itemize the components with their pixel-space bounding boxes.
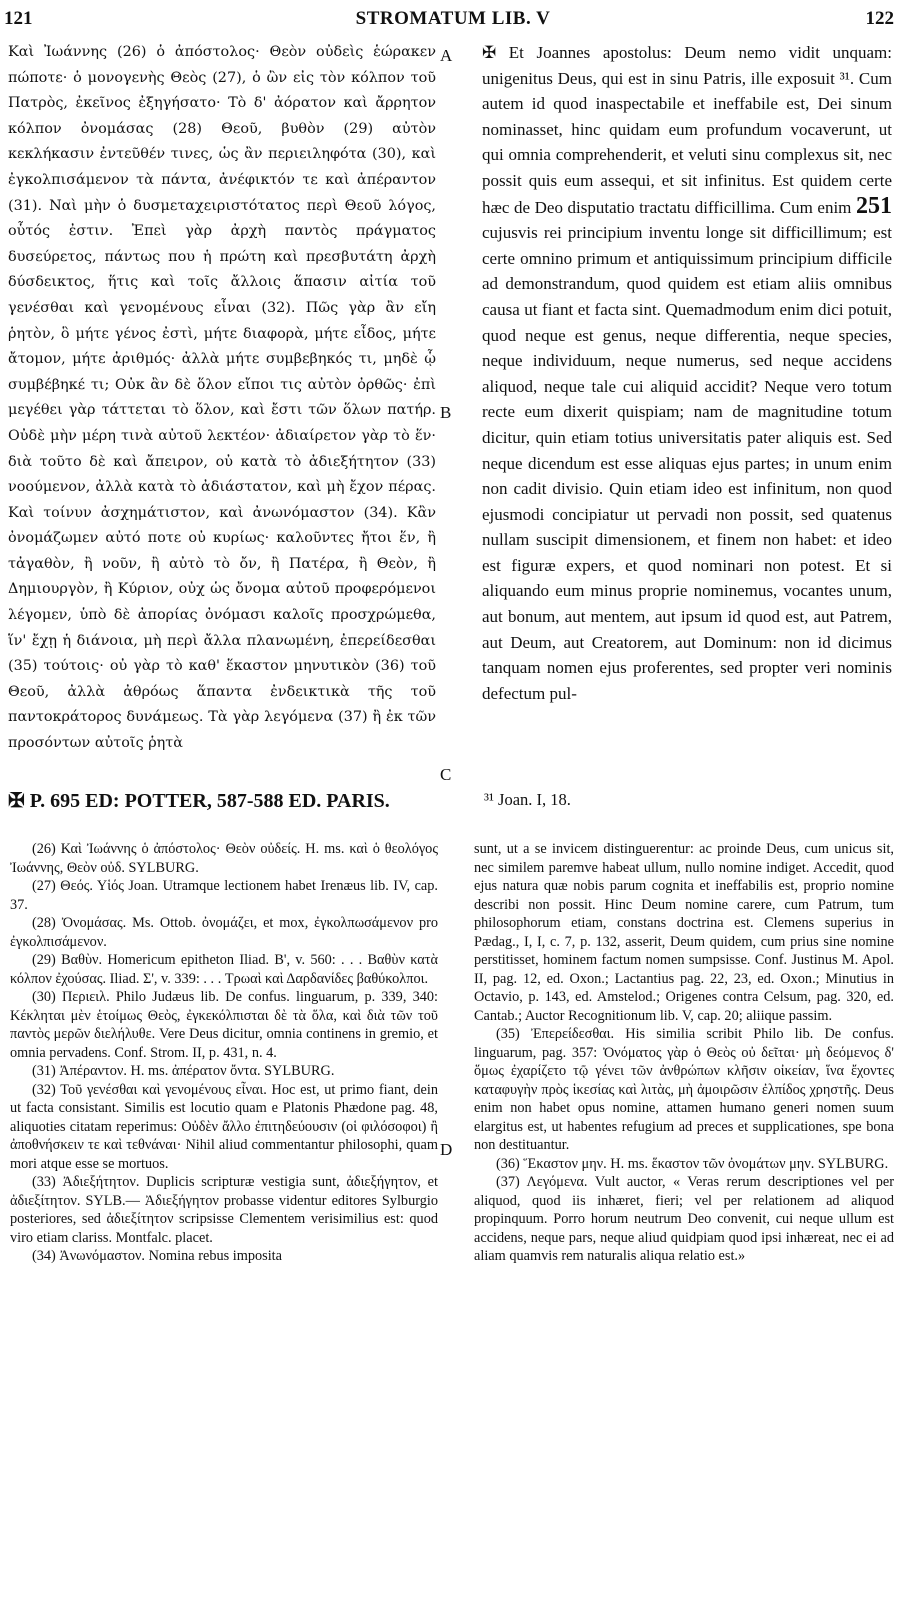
note-26: (26) Καὶ Ἰωάννης ὁ ἀπόστολος· Θεὸν οὐδείς. H. ms. καὶ ὁ θεολόγος Ἰωάννης, Θεὸν οὐδ. SYLBURG. (10, 841, 438, 876)
note-30: (30) Περιειλ. Philo Judæus lib. De confus. linguarum, p. 339, 340: Κέκληται μὲν ἑτοίμως Θεὸς, ἐγκεκόλπισται δὲ τὰ ὅλα, καὶ διὰ τῶν τοῦ παντὸς μερῶν διελήλυθε. Vere Deus dicitur, omnia continens in gremio, et omnia pervadens. Conf. Strom. II, p. 431, n. 4. (10, 989, 438, 1061)
note-34: (34) Ἀνωνόμαστον. Nomina rebus imposita (32, 1248, 282, 1264)
page-section-number: 251 (856, 192, 892, 219)
note-32: (32) Τοῦ γενέσθαι καὶ γενομένους εἶναι. Hoc est, ut primo fiant, dein ut facta consistant. Similis est locutio quam e Platonis Phædone pag. 48, aliquoties citatam reperimus: Οὐδὲν ἄλλο ἐπιτηδεύουσιν (οἱ φιλόσοφοι) ἢ ἀποθνήσκειν τε καὶ τεθνάναι· Nihil aliud commentantur philosophi, quam mori atque esse se mortuos. (10, 1081, 438, 1172)
margin-marker-b: B (440, 403, 452, 422)
latin-column (482, 40, 892, 706)
note-37: (37) Λεγόμενα. Vult auctor, « Veras rerum descriptiones vel per aliquod, quod iis inhæret, fieri; vel per relationem ad aliquod propinquum. Porro horum neutrum Deo convenit, cui neque ullum est accidens, neque pars, neque aliud quidpiam quod ipsi inhæreat, nec ei ad aliam quamvis rem naturalis aliqua relatio est.» (474, 1174, 894, 1264)
note-34-continued: sunt, ut a se invicem distinguerentur: ac proinde Deus, cum unicus sit, nec similem paremve habeat ullum, nullo nomine indiget. Accedit, quod ejus natura quæ nobis parum cognita et ineffabilis est, proprio nomine describi non possit. Hinc Deum nomine carere, cum Patrum, tum philosophorum etiam, constans doctrina est. Clemens superius in Pædag., I, I, c. 7, p. 132, asserit, Deum quidem, cum prius sine nomine perstitisset, hominem factum nomen sumpsisse. Conf. Justinus M. Apol. II, pag. 12, ed. Oxon.; Lactantius pag. 22, 23, ed. Oxon.; Minutius in Octavio, p. 143, ed. Amstelod.; Origenes contra Celsum, pag. 320, ed. Cantab.; Auctor Recognitionum lib. V, cap. 20; aliique passim. (474, 841, 894, 1024)
note-27: (27) Θεός. Υἱός Joan. Utramque lectionem habet Irenæus lib. IV, cap. 37. (10, 878, 438, 913)
page-number-left: 121 (4, 8, 33, 29)
footnotes-right-column (474, 840, 894, 1266)
edition-reference: ✠ P. 695 ED: POTTER, 587-588 ED. PARIS. (8, 790, 390, 812)
note-28: (28) Ὀνομάσας. Ms. Ottob. ὀνομάζει, et mox, ἐγκολπωσάμενον pro ἐγκολπισάμενον. (10, 915, 438, 950)
running-title: STROMATUM LIB. V (355, 8, 551, 29)
latin-text-part1: ✠ Et Joannes apostolus: Deum nemo vidit unquam: unigenitus Deus, qui est in sinu Patris, ille exposuit ³¹. Cum autem id quod inaspectabile et ineffabile est, Dei sinum nominasset, hinc quidam eum profundum vocaverunt, ut qui omnia comprehenderit, et veluti sinu complexus sit, nec possit quis eum assequi, et sit infinitus. Est quidem certe hæc de Deo disputatio tractatu difficillima. Cum enim (482, 43, 892, 217)
note-31: (31) Ἀπέραντον. H. ms. ἀπέρατον ὄντα. SYLBURG. (32, 1063, 335, 1079)
page-number-right: 122 (865, 8, 894, 29)
greek-column: Καὶ Ἰωάννης (26) ὁ ἀπόστολος· Θεὸν οὐδεὶς ἑώρακεν πώποτε· ὁ μονογενὴς Θεὸς (27), ὁ ὢν εἰς τὸν κόλπον τοῦ Πατρὸς, ἐκεῖνος ἐξηγήσατο· Τὸ δ' ἀόρατον καὶ ἄρρητον κόλπον ὀνομάσας (28) Θεοῦ, βυθὸν (29) αὐτὸν κεκλήκασιν ἐντεῦθέν τινες, ὡς ἂν περιειληφότα (30), καὶ ἐγκολπισάμενον τὰ πάντα, ἀνέφικτόν τε καὶ ἀπέραντον (31). Ναὶ μὴν ὁ δυσμεταχειριστότατος περὶ Θεοῦ λόγος, οὗτός ἐστιν. Ἐπεὶ γὰρ ἀρχὴ παντὸς πράγματος δυσεύρετος, πάντως που ἡ πρώτη καὶ πρεσβυτάτη ἀρχὴ δύσδεικτος, ἥτις καὶ τοῖς ἄλλοις ἅπασιν αἰτία τοῦ γενέσθαι καὶ γενομένους εἶναι (32). Πῶς γὰρ ἂν εἴη ῥητὸν, ὃ μήτε γένος ἐστὶ, μήτε διαφορὰ, μήτε εἶδος, μήτε ἄτομον, μήτε ἀριθμός· ἀλλὰ μήτε συμβεβηκός τι, μηδὲ ᾧ συμβέβηκέ τι; Οὐκ ἂν δὲ ὅλον εἴποι τις αὐτὸν ὀρθῶς· ἐπὶ μεγέθει γὰρ τάττεται τὸ ὅλον, καὶ ἔστι τῶν ὅλων πατήρ. Οὐδὲ μὴν μέρη τινὰ αὐτοῦ λεκτέον· ἀδιαίρετον γὰρ τὸ ἕν· διὰ τοῦτο δὲ καὶ ἄπειρον, οὐ κατὰ τὸ ἀδιεξήτητον (33) νοούμενον, ἀλλὰ κατὰ τὸ ἀδιάστατον, καὶ μὴ ἔχον πέρας. Καὶ τοίνυν ἀσχημάτιστον, καὶ ἀνωνόμαστον (34). Κἂν ὀνομάζωμεν αὐτό ποτε οὐ κυρίως· καλοῦντες ἤτοι ἕν, ἢ τἀγαθὸν, ἢ νοῦν, ἢ αὐτὸ τὸ ὄν, ἢ Πατέρα, ἢ Θεὸν, ἢ Δημιουργὸν, ἢ Κύριον, οὐχ ὡς ὄνομα αὐτοῦ προφερόμενοι λέγομεν, ὑπὸ δὲ ἀπορίας ὀνόμασι καλοῖς προσχρώμεθα, ἵν' ἔχῃ ἡ διάνοια, μὴ περὶ ἄλλα πλανωμένη, ἐπερείδεσθαι (35) τούτοις· οὐ γὰρ τὸ καθ' ἕκαστον μηνυτικὸν (36) τοῦ Θεοῦ, ἀλλὰ ἀθρόως ἅπαντα ἐνδεικτικὰ τῆς τοῦ παντοκράτορος δυνάμεως. Τὰ γὰρ λεγόμενα (37) ἢ ἐκ τῶν προσόντων αὐτοῖς ῥητὰ (8, 44, 436, 752)
margin-marker-a: A (440, 46, 453, 65)
running-header (0, 8, 906, 32)
note-33: (33) Ἀδιεξήτητον. Duplicis scripturæ vestigia sunt, ἀδιεξήγητον, et ἀδιεξίτητον. SYLB.— Ἀδιεξήγητον probasse videntur editores Sylburgio posteriores, sed ἀδιεξίτητον scripsisse Clementem verisimilius est: quod viro etiam clariss. Montfalc. placet. (10, 1174, 438, 1246)
margin-marker-c: C (440, 765, 452, 784)
footnotes-left-column (10, 840, 438, 1266)
margin-marker-d: D (440, 1140, 453, 1159)
footnote-31: ³¹ Joan. I, 18. (484, 790, 571, 809)
latin-text-part2: cujusvis rei principium inventu longe sit difficillimum; est certe omnino primum et antiquissimum principium difficile ad demonstrandum, quod quidem est etiam aliis omnibus causa ut fiant et facta sint. Quemadmodum enim dici potuit, quod neque est genus, neque differentia, neque species, neque individuum, neque numerus, sed neque accidens aliquod, neque tale cui aliquid accidit? Neque vero totum recte eum dixerit quispiam; nam de magnitudine totum dicitur, quin etiam totius universitatis pater aliquis est. Sed neque dicendum est esse aliquas ejus partes; in unum enim non cadit divisio. Quin etiam ideo est infinitum, non quod ejusmodi concipiatur ut pervadi non possit, sed quatenus nullam suscipit dimensionem, et finem non habet: et ideo est figuræ expers, et quod nominari non potest. Et si aliquando eum minus proprie nominemus, vocantes unum, aut bonum, aut mentem, aut ipsum id quod est, aut Patrem, aut Deum, aut Creatorem, aut Dominum: non id dicimus tanquam nomen ejus proferentes, sed propter veri nominis defectum pul- (482, 223, 892, 703)
note-36: (36) Ἕκαστον μην. H. ms. ἕκαστον τῶν ὀνομάτων μην. SYLBURG. (496, 1155, 889, 1172)
note-35: (35) Ἐπερείδεσθαι. His similia scribit Philo lib. De confus. linguarum, pag. 357: Ὀνόματος γὰρ ὁ Θεὸς οὐ δεῖται· μὴ δεόμενος δ' ὅμως ἐχαρίζετο τῷ γένει τῶν ἀνθρώπων κλῆσιν οἰκείαν, ἵνα ἔχοντες καταφυγὴν πρὸς ἱκεσίας καὶ λιτὰς, μὴ ἀμοιρῶσιν ἐλπίδος χρηστῆς. Deus enim non habet opus nomine, attamen humano generi nomen suum elargitus est, ut habentes refugium ad preces et supplicationes, spe bona non destituantur. (474, 1026, 894, 1153)
note-29: (29) Βαθὺν. Homericum epitheton Iliad. B', v. 560: . . . Βαθὺν κατὰ κόλπον ἐχούσας. Iliad. Σ', v. 339: . . . Τρωαὶ καὶ Δαρδανίδες βαθύκολποι. (10, 952, 438, 987)
